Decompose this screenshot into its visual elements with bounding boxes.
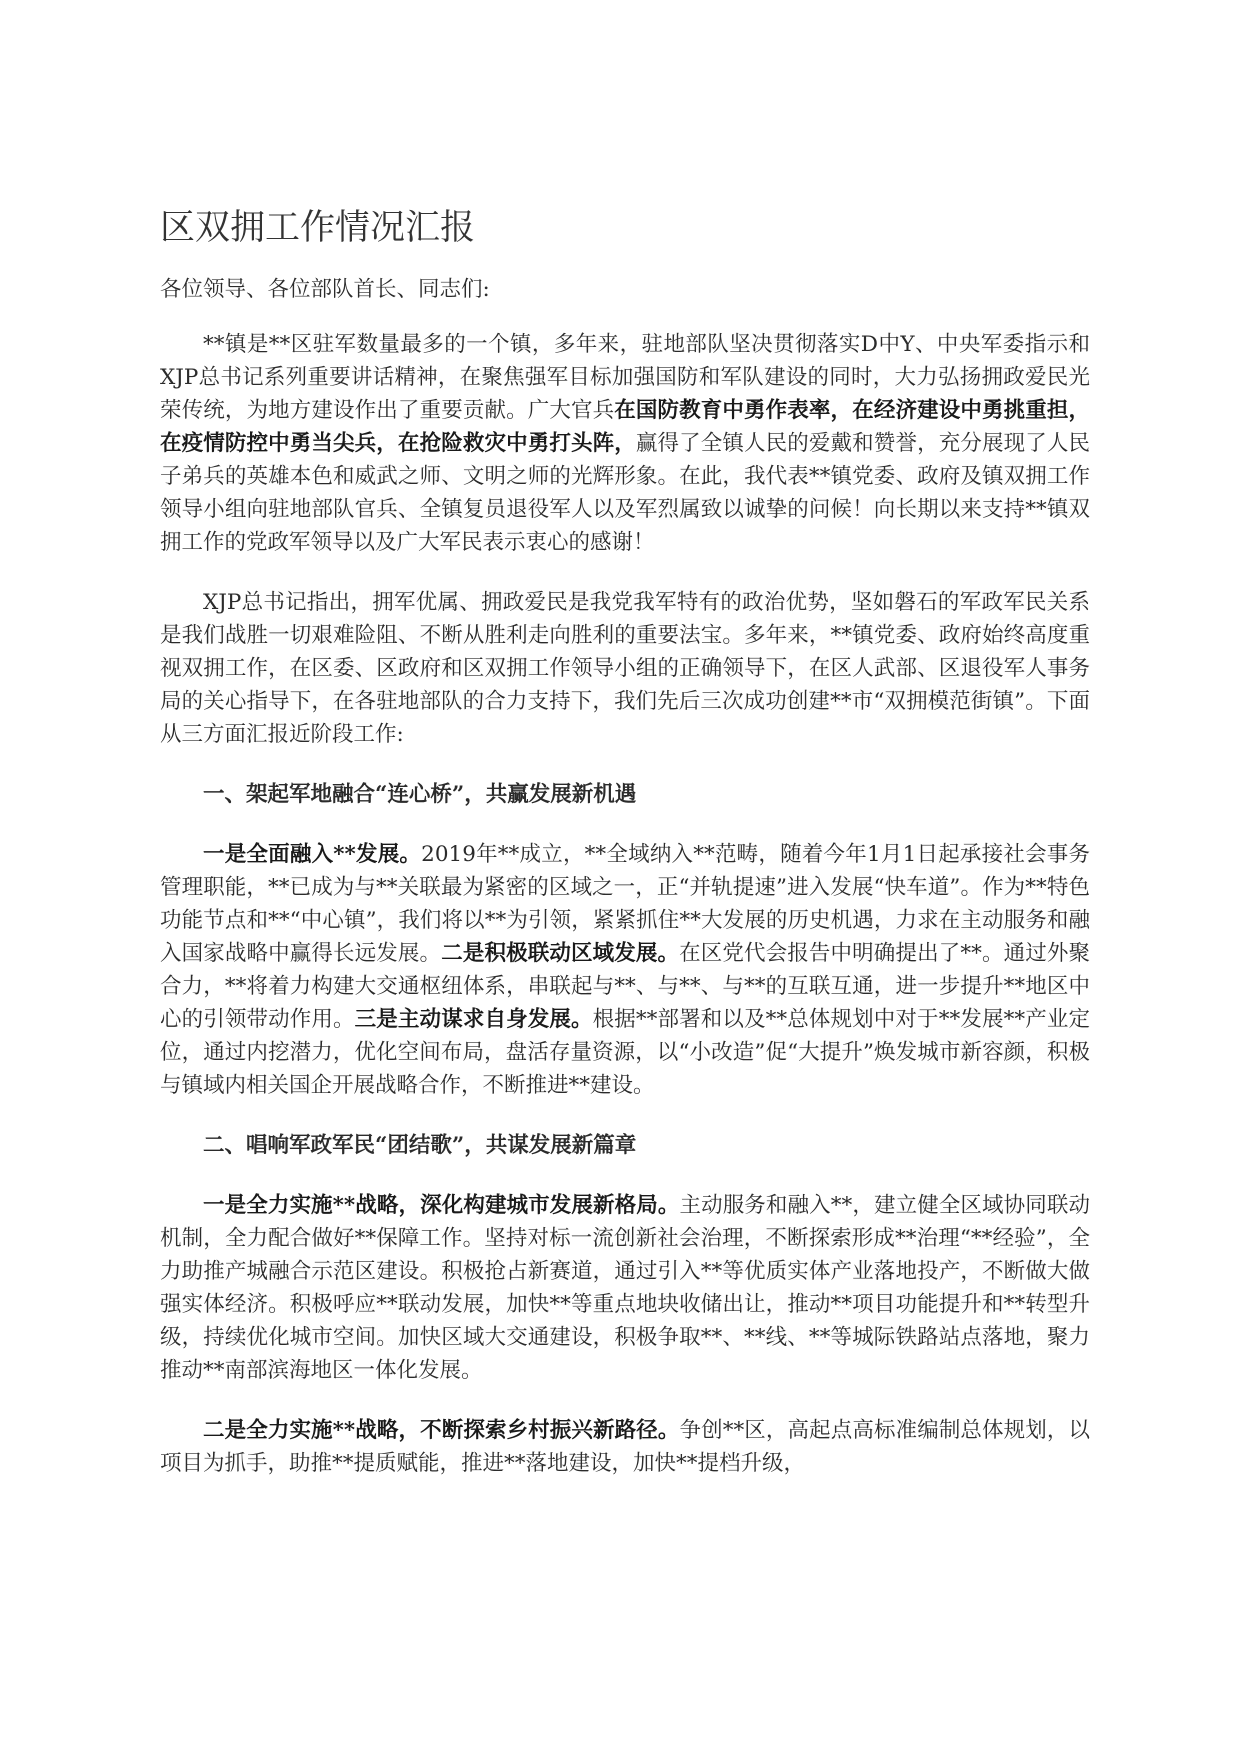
point-1-lead: 一是全面融入**发展。	[203, 842, 422, 867]
section-heading-1: 一、架起军地融合“连心桥”，共赢发展新机遇	[203, 782, 637, 807]
paragraph-section-1	[160, 838, 1090, 1102]
paragraph-overview: XJP总书记指出，拥军优属、拥政爱民是我党我军特有的政治优势，坚如磐石的军政军民关系是我们战胜一切艰难险阻、不断从胜利走向胜利的重要法宝。多年来，**镇党委、政府始终高度重视双拥工作，在区委、区政府和区双拥工作领导小组的正确领导下，在区人武部、区退役军人事务局的关心指导下，在各驻地部队的合力支持下，我们先后三次成功创建**市“双拥模范街镇”。下面从三方面汇报近阶段工作:	[160, 590, 1090, 747]
section-2-point-2-lead: 二是全力实施**战略，不断探索乡村振兴新路径。	[203, 1418, 680, 1443]
paragraph-intro-bold: 在国防教育中勇作表率，在经济建设中勇挑重担，在疫情防控中勇当尖兵，在抢险救灾中勇打头阵，	[160, 398, 1090, 456]
point-3-lead: 三是主动谋求自身发展。	[354, 1007, 593, 1032]
section-heading-2: 二、唱响军政军民“团结歌”，共谋发展新篇章	[203, 1133, 637, 1158]
paragraph-intro-text: **镇是**区驻军数量最多的一个镇，多年来，驻地部队坚决贯彻落实D中Y、中央军委指示和XJP总书记系列重要讲话精神，在聚焦强军目标加强国防和军队建设的同时，大力弘扬拥政爱民光荣传统，为地方建设作出了重要贡献。广大官兵	[160, 332, 1090, 423]
document-page	[160, 205, 1090, 1507]
greeting: 各位领导、各位部队首长、同志们:	[160, 277, 490, 302]
section-2-point-1-text: 主动服务和融入**，建立健全区域协同联动机制，全力配合做好**保障工作。坚持对标一流创新社会治理，不断探索形成**治理“**经验”，全力助推产城融合示范区建设。积极抢占新赛道，通过引入**等优质实体产业落地投产，不断做大做强实体经济。积极呼应**联动发展，加快**等重点地块收储出让，推动**项目功能提升和**转型升级，持续优化城市空间。加快区域大交通建设，积极争取**、**线、**等城际铁路站点落地，聚力推动**南部滨海地区一体化发展。	[160, 1193, 1090, 1383]
point-1-text: 2019年**成立，**全域纳入**范畴，随着今年1月1日起承接社会事务管理职能，**已成为与**关联最为紧密的区域之一，正“并轨提速”进入发展“快车道”。作为**特色功能节点和**“中心镇”，我们将以**为引领，紧紧抓住**大发展的历史机遇，力求在主动服务和融入国家战略中赢得长远发展。	[160, 842, 1090, 966]
section-2-point-2-text: 争创**区，高起点高标准编制总体规划，以项目为抓手，助推**提质赋能，推进**落地建设，加快**提档升级，	[160, 1418, 1090, 1476]
paragraph-section-2a	[160, 1189, 1090, 1387]
paragraph-intro	[160, 328, 1090, 559]
document-title: 区双拥工作情况汇报	[160, 208, 476, 248]
point-2-text: 在区党代会报告中明确提出了**。通过外聚合力，**将着力构建大交通枢纽体系，串联起与**、与**、与**的互联互通，进一步提升**地区中心的引领带动作用。	[160, 941, 1090, 1032]
section-2-point-1-lead: 一是全力实施**战略，深化构建城市发展新格局。	[203, 1193, 680, 1218]
point-3-text: 根据**部署和以及**总体规划中对于**发展**产业定位，通过内挖潜力，优化空间布局，盘活存量资源，以“小改造”促“大提升”焕发城市新容颜，积极与镇域内相关国企开展战略合作，不断推进**建设。	[160, 1007, 1090, 1098]
point-2-lead: 二是积极联动区域发展。	[441, 941, 680, 966]
paragraph-section-2b	[160, 1414, 1090, 1480]
paragraph-intro-text-end: 赢得了全镇人民的爱戴和赞誉，充分展现了人民子弟兵的英雄本色和威武之师、文明之师的光辉形象。在此，我代表**镇党委、政府及镇双拥工作领导小组向驻地部队官兵、全镇复员退役军人以及军烈属致以诚挚的问候！向长期以来支持**镇双拥工作的党政军领导以及广大军民表示衷心的感谢！	[160, 431, 1090, 555]
